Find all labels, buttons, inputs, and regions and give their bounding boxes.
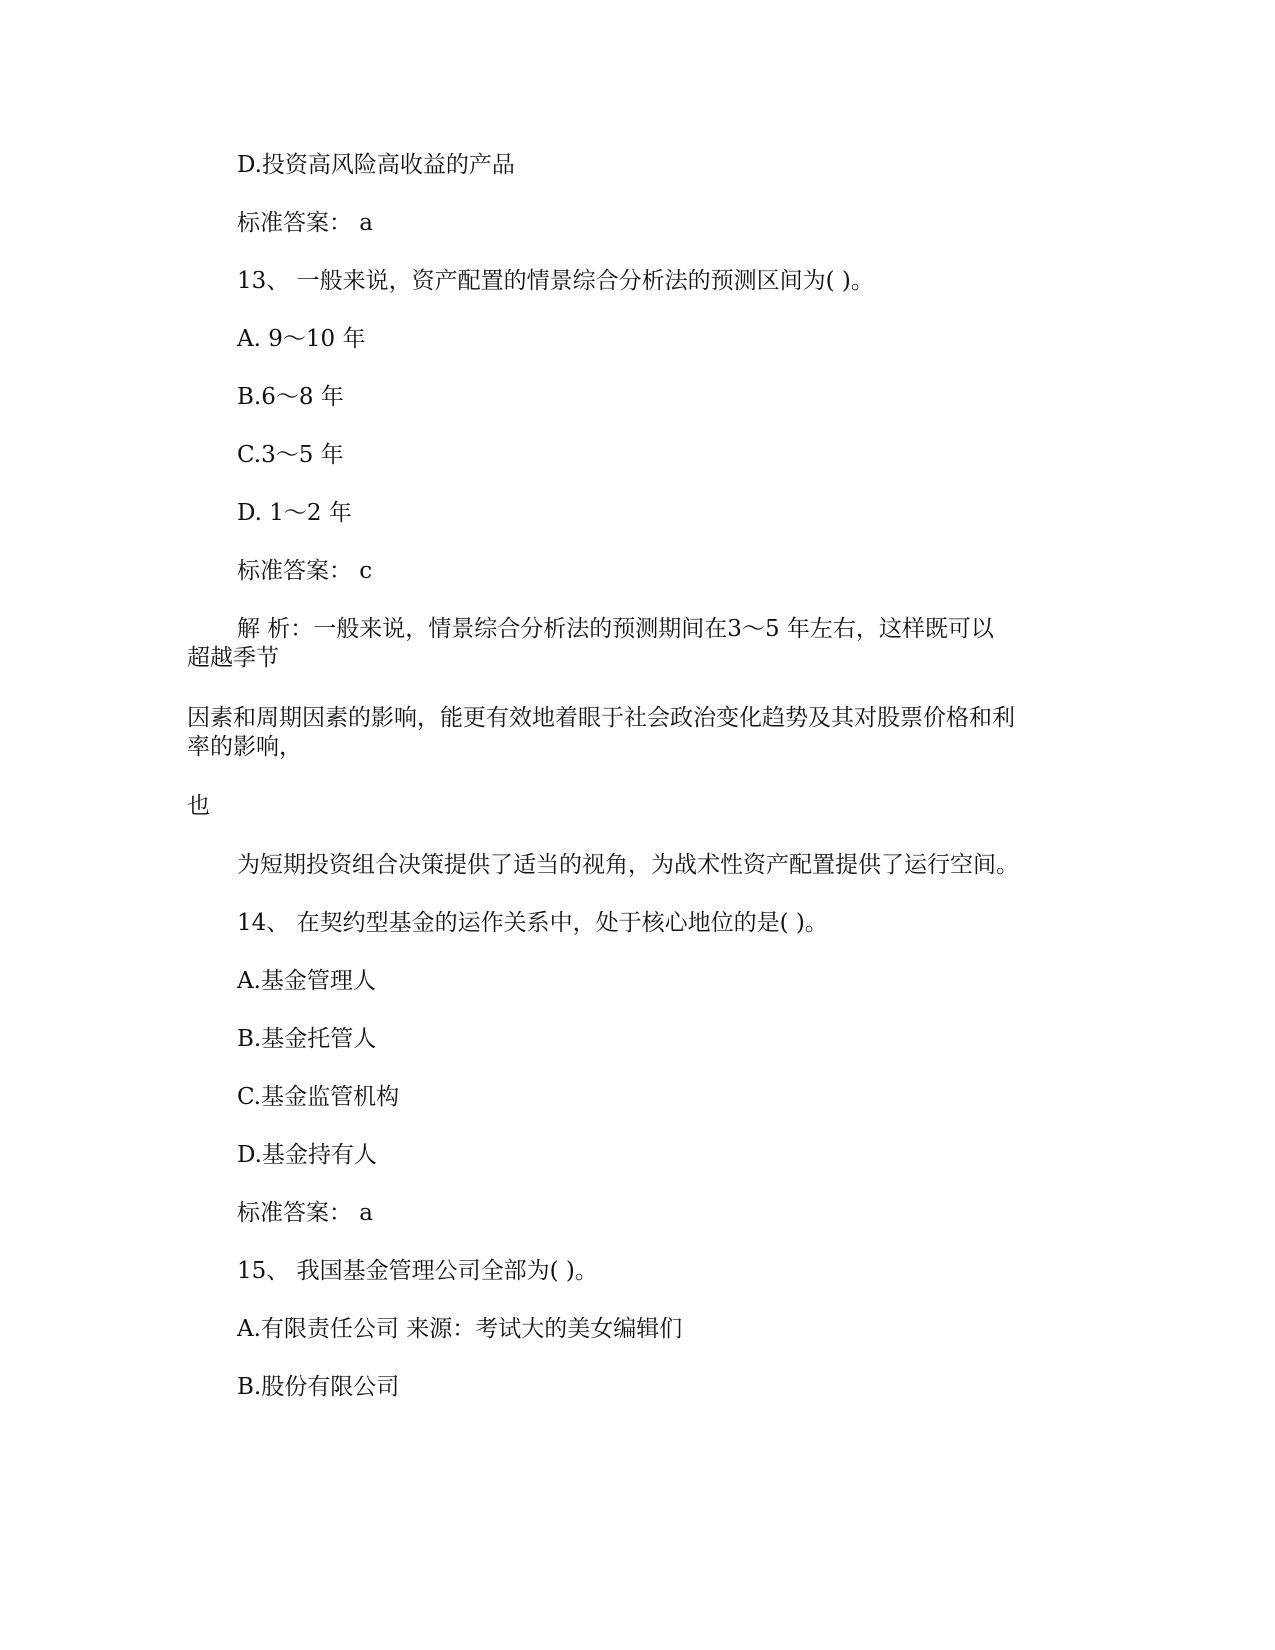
q13-analysis-line-4: 率的影响，	[187, 734, 302, 760]
q14-option-d: D.基金持有人	[237, 1142, 377, 1168]
q13-option-b: B.6～8 年	[237, 384, 344, 410]
q12-option-d: D.投资高风险高收益的产品	[237, 152, 515, 178]
q14-option-b: B.基金托管人	[237, 1026, 377, 1052]
q14-question: 14、 在契约型基金的运作关系中，处于核心地位的是( )。	[237, 910, 828, 936]
q15-option-a: A.有限责任公司 来源：考试大的美女编辑们	[237, 1316, 683, 1342]
q13-option-a: A. 9～10 年	[237, 326, 366, 352]
q13-option-c: C.3～5 年	[237, 442, 344, 468]
q15-question: 15、 我国基金管理公司全部为( )。	[237, 1258, 598, 1284]
q15-option-b: B.股份有限公司	[237, 1374, 400, 1400]
q14-option-a: A.基金管理人	[237, 968, 376, 994]
q14-option-c: C.基金监管机构	[237, 1084, 400, 1110]
q13-answer: 标准答案： c	[237, 558, 373, 584]
q13-option-d: D. 1～2 年	[237, 500, 352, 526]
q13-analysis-line-2: 超越季节	[187, 645, 279, 671]
q14-answer: 标准答案： a	[237, 1200, 374, 1226]
q13-analysis-line-5: 也	[187, 793, 210, 819]
q13-analysis-line-6: 为短期投资组合决策提供了适当的视角，为战术性资产配置提供了运行空间。	[237, 852, 1019, 878]
q13-question: 13、 一般来说，资产配置的情景综合分析法的预测区间为( )。	[237, 268, 874, 294]
q12-answer: 标准答案： a	[237, 210, 374, 236]
q13-analysis-line-1: 解 析：一般来说，情景综合分析法的预测期间在3～5 年左右，这样既可以	[237, 616, 994, 642]
q13-analysis-line-3: 因素和周期因素的影响，能更有效地着眼于社会政治变化趋势及其对股票价格和利	[187, 705, 1015, 731]
